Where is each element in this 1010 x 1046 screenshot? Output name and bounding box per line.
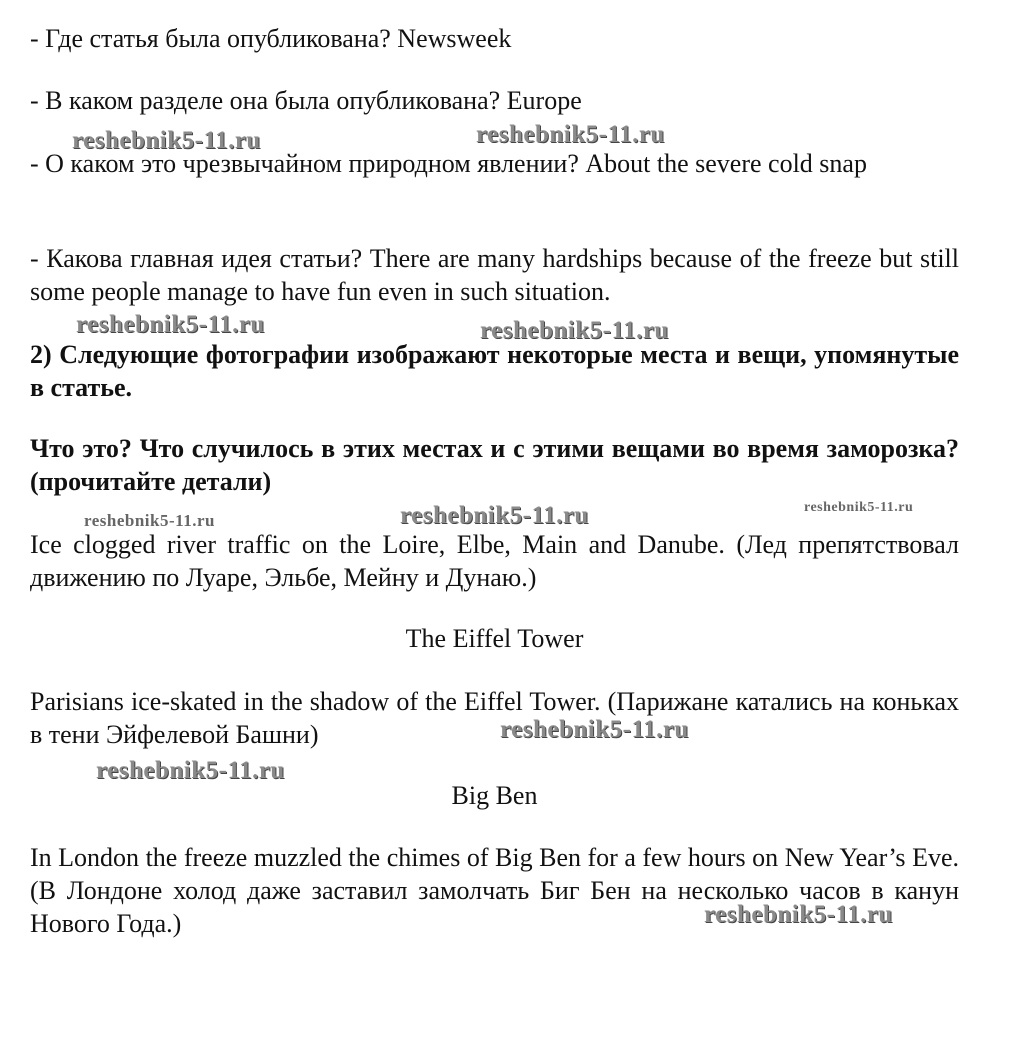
qa-section: - В каком разделе она была опубликована? Europe <box>30 86 582 115</box>
watermark: reshebnik5-11.ru <box>704 901 893 928</box>
qa-main-idea: - Какова главная идея статьи? There are many hardships because of the freeze but still some people manage to have fun even in such situation. <box>30 244 959 306</box>
watermark: reshebnik5-11.ru <box>96 757 285 784</box>
watermark: reshebnik5-11.ru <box>400 502 589 529</box>
watermark: reshebnik5-11.ru <box>500 716 689 743</box>
rivers-paragraph: Ice clogged river traffic on the Loire, Elbe, Main and Danube. (Лед препятствовал движению по Луаре, Эльбе, Мейну и Дунаю.) <box>30 530 959 592</box>
watermark: reshebnik5-11.ru <box>476 121 665 148</box>
qa-phenomenon: - О каком это чрезвычайном природном явлении? About the severe cold snap <box>30 149 867 178</box>
watermark: reshebnik5-11.ru <box>76 311 265 338</box>
watermark: reshebnik5-11.ru <box>480 317 669 344</box>
watermark: reshebnik5-11.ru <box>804 500 914 515</box>
qa-published-where: - Где статья была опубликована? Newsweek <box>30 24 512 53</box>
big-ben-title: Big Ben <box>451 781 538 810</box>
big-ben-paragraph: In London the freeze muzzled the chimes of Big Ben for a few hours on New Year’s Eve. (В Лондоне холод даже заставил замолчать Биг Бен на несколько часов в канун Нового Года.) <box>30 843 959 938</box>
eiffel-tower-title: The Eiffel Tower <box>405 624 584 653</box>
eiffel-tower-paragraph: Parisians ice-skated in the shadow of the Eiffel Tower. (Парижане катались на коньках в тени Эйфелевой Башни) <box>30 687 959 749</box>
watermark: reshebnik5-11.ru <box>84 511 215 530</box>
watermark: reshebnik5-11.ru <box>72 127 261 154</box>
section2-heading: 2) Следующие фотографии изображают некоторые места и вещи, упомянутые в статье. <box>30 340 959 402</box>
section2-question: Что это? Что случилось в этих местах и с этими вещами во время заморозка? (прочитайте детали) <box>30 434 959 496</box>
